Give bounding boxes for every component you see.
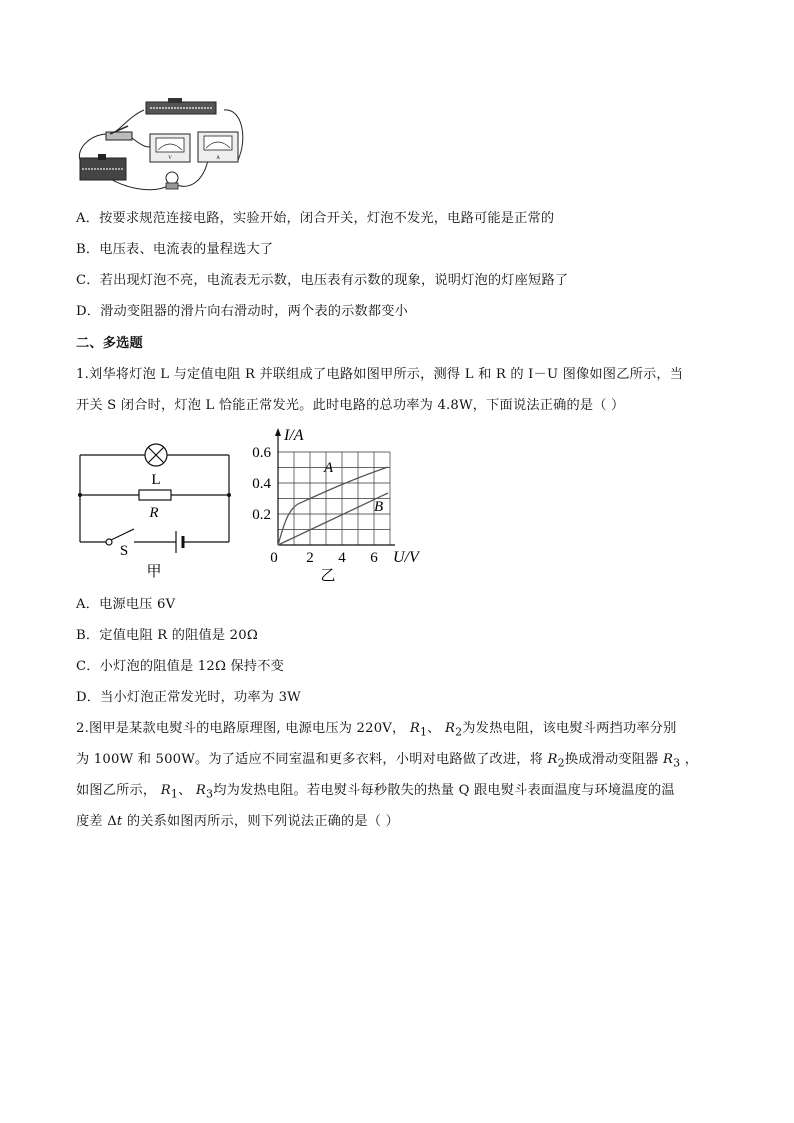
prev-option-d: D．滑动变阻器的滑片向右滑动时，两个表的示数都变小 [76, 304, 409, 319]
circuit-diagram [72, 425, 237, 585]
lamp-label: L [151, 472, 161, 488]
q2-stem-line4: 度差 Δt 的关系如图丙所示，则下列说法正确的是（ ） [76, 814, 399, 829]
curve-a [278, 467, 388, 545]
section-heading: 二、多选题 [76, 336, 143, 351]
x-tick-4: 4 [338, 550, 346, 566]
prev-option-c: C．若出现灯泡不亮，电流表无示数，电压表有示数的现象，说明灯泡的灯座短路了 [76, 273, 569, 288]
y-axis-label: I/A [284, 427, 304, 444]
curve-a-label: A [324, 460, 334, 476]
q1-option-d: D．当小灯泡正常发光时，功率为 3W [76, 690, 301, 705]
prev-option-a: A．按要求规范连接电路，实验开始，闭合开关，灯泡不发光，电路可能是正常的 [76, 211, 555, 226]
graph-caption: 乙 [320, 568, 336, 584]
x-tick-0: 0 [270, 550, 278, 566]
resistor-label: R [149, 505, 159, 521]
y-tick-06: 0.6 [252, 445, 271, 461]
x-axis-label: U/V [393, 549, 419, 566]
circuit-caption: 甲 [146, 564, 162, 580]
switch-label: S [119, 543, 129, 559]
meter-right-label: A [216, 156, 220, 161]
q2-stem-line1: 2.图甲是某款电熨斗的电路原理图, 电源电压为 220V， $R_1$、 $R_2$为发热电阻，该电熨斗两挡功率分别 [76, 721, 677, 739]
curve-b-label: B [374, 499, 384, 515]
iu-graph [240, 420, 420, 586]
q1-stem-line1: 1.刘华将灯泡 L 与定值电阻 R 并联组成了电路如图甲所示，测得 L 和 R 的 I－U 图像如图乙所示，当 [76, 367, 684, 382]
q1-option-c: C．小灯泡的阻值是 12Ω 保持不变 [76, 659, 285, 674]
x-tick-2: 2 [306, 550, 314, 566]
q1-option-a: A．电源电压 6V [76, 597, 176, 612]
q1-option-b: B．定值电阻 R 的阻值是 20Ω [76, 628, 258, 643]
q2-stem-line3: 如图乙所示， $R_1$、 $R_3$均为发热电阻。若电熨斗每秒散失的热量 Q 跟电熨斗表面温度与环境温度的温 [76, 783, 675, 801]
apparatus-figure [72, 98, 252, 194]
y-tick-02: 0.2 [252, 507, 271, 523]
q2-stem-line2: 为 100W 和 500W。为了适应不同室温和更多衣料，小明对电路做了改进，将 $R_2$换成滑动变阻器 $R_3$ ， [76, 752, 699, 770]
x-tick-6: 6 [370, 550, 378, 566]
curve-b [278, 493, 388, 545]
q1-stem-line2: 开关 S 闭合时，灯泡 L 恰能正常发光。此时电路的总功率为 4.8W，下面说法正确的是（ ） [76, 398, 625, 413]
y-tick-04: 0.4 [252, 476, 271, 492]
meter-left-label: V [168, 156, 172, 161]
prev-option-b: B．电压表、电流表的量程选大了 [76, 242, 274, 257]
